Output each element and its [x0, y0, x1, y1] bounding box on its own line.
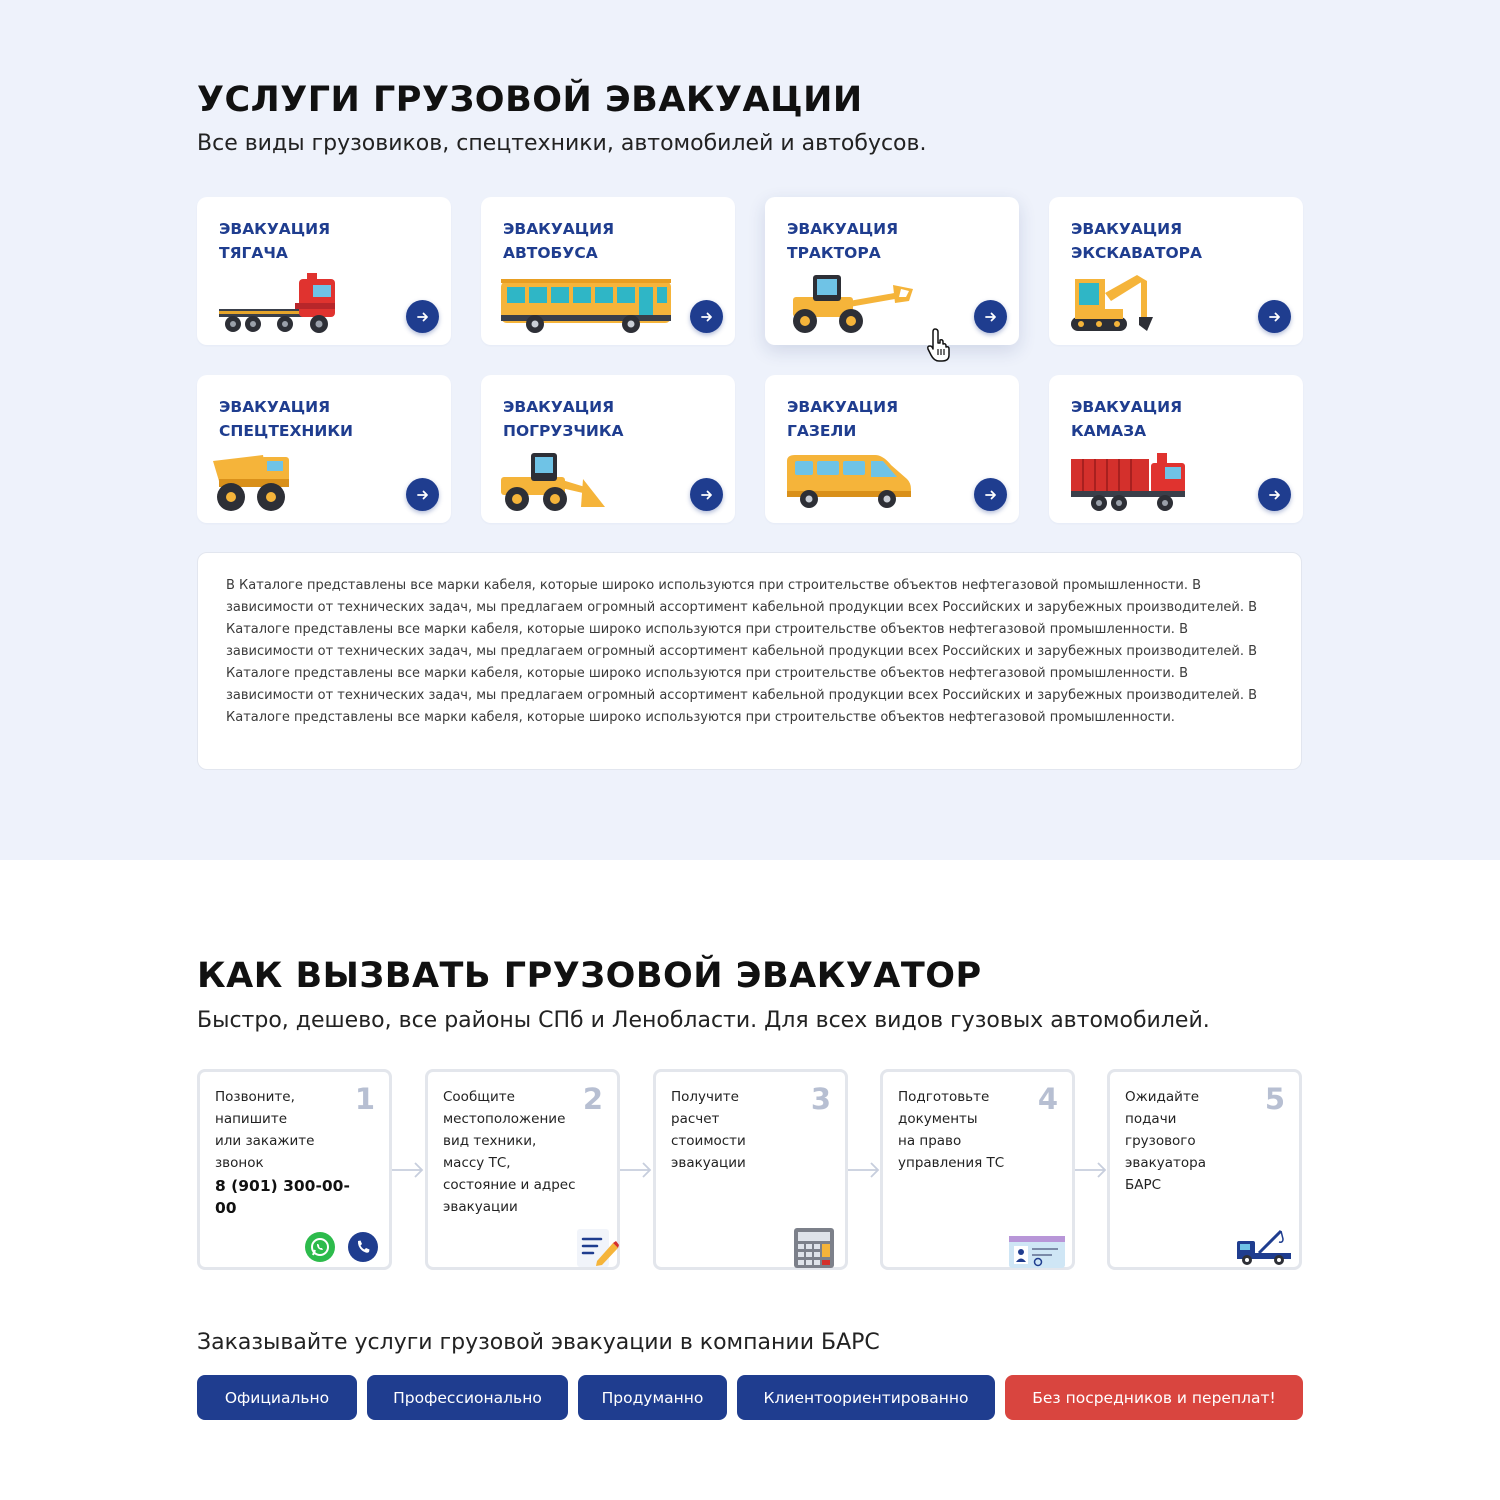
description-box	[197, 552, 1302, 770]
step-card-2: Сообщите местоположение вид техники, массу ТС, состояние и адрес эвакуации 2	[425, 1069, 620, 1270]
service-card-gazel[interactable]	[765, 375, 1019, 523]
card-title: ЭВАКУАЦИЯ АВТОБУСА	[503, 220, 615, 262]
howto-title: КАК ВЫЗВАТЬ ГРУЗОВОЙ ЭВАКУАТОР	[197, 956, 982, 996]
service-card-special[interactable]	[197, 375, 451, 523]
step-number: 4	[1037, 1082, 1058, 1116]
step-card-4: Подготовьте документы на право управления ТС 4	[880, 1069, 1075, 1270]
service-card-kamaz[interactable]	[1049, 375, 1303, 523]
card-title: ЭВАКУАЦИЯ ПОГРУЗЧИКА	[503, 398, 624, 440]
card-title: ЭВАКУАЦИЯ КАМАЗА	[1071, 398, 1183, 440]
arrow-right-icon[interactable]	[690, 300, 723, 333]
description-text: В Каталоге представлены все марки кабеля, которые широко используются при строительстве объектов нефтегазовой промышленности. В зависимости от технических задач, мы предлагаем огромный ассортимент кабельной продукции всех Российских и зарубежных производителей. В Каталоге представлены все марки кабеля, которые широко используются при строительстве объектов нефтегазовой промышленности. В зависимости от технических задач, мы предлагаем огромный ассортимент кабельной продукции всех Российских и зарубежных производителей. В Каталоге представлены все марки кабеля, которые широко используются при строительстве объектов нефтегазовой промышленности. В зависимости от технических задач, мы предлагаем огромный ассортимент кабельной продукции всех Российских и зарубежных производителей. В Каталоге представлены все марки кабеля, которые широко используются при строительстве объектов нефтегазовой промышленности.	[226, 578, 1258, 725]
tractor-icon	[783, 275, 918, 337]
order-title: Заказывайте услуги грузовой эвакуации в компании БАРС	[197, 1330, 880, 1355]
arrow-right-icon[interactable]	[1258, 300, 1291, 333]
phone-number[interactable]: 8 (901) 300-00-00	[215, 1177, 350, 1217]
tow-truck-icon	[1235, 1227, 1293, 1267]
whatsapp-icon[interactable]	[305, 1232, 335, 1262]
arrow-right-icon[interactable]	[974, 478, 1007, 511]
step-arrow-icon	[848, 1160, 880, 1180]
card-title: ЭВАКУАЦИЯ ТЯГАЧА	[219, 220, 331, 262]
kamaz-icon	[1069, 453, 1189, 515]
card-title: ЭВАКУАЦИЯ ТРАКТОРА	[787, 220, 899, 262]
step-card-3: Получите расчет стоимости эвакуации 3	[653, 1069, 848, 1270]
step-arrow-icon	[392, 1160, 424, 1180]
step-number: 1	[354, 1082, 375, 1116]
arrow-right-icon[interactable]	[690, 478, 723, 511]
step-card-1: Позвоните, напишите или закажите звонок 8 (901) 300-00-00 1	[197, 1069, 392, 1270]
tag-thoughtful[interactable]: Продуманно	[578, 1375, 727, 1420]
service-card-tyagach[interactable]	[197, 197, 451, 345]
tag-client-oriented[interactable]: Клиентоориентированно	[737, 1375, 995, 1420]
service-card-loader[interactable]	[481, 375, 735, 523]
arrow-right-icon[interactable]	[1258, 478, 1291, 511]
bus-icon	[499, 275, 674, 335]
tractor-unit-icon	[215, 273, 345, 337]
step-card-5: Ожидайте подачи грузового эвакуатора БАРС 5	[1107, 1069, 1302, 1270]
card-title: ЭВАКУАЦИЯ ГАЗЕЛИ	[787, 398, 899, 440]
tag-official[interactable]: Официально	[197, 1375, 357, 1420]
card-title: ЭВАКУАЦИЯ ЭКСКАВАТОРА	[1071, 220, 1203, 262]
step-number: 3	[810, 1082, 831, 1116]
step-arrow-icon	[1075, 1160, 1107, 1180]
service-card-tractor[interactable]	[765, 197, 1019, 345]
services-title: УСЛУГИ ГРУЗОВОЙ ЭВАКУАЦИИ	[197, 80, 863, 120]
phone-icon[interactable]	[348, 1232, 378, 1262]
tag-professional[interactable]: Профессионально	[367, 1375, 568, 1420]
card-title: ЭВАКУАЦИЯ СПЕЦТЕХНИКИ	[219, 398, 354, 440]
arrow-right-icon[interactable]	[406, 478, 439, 511]
loader-icon	[499, 451, 609, 515]
step-arrow-icon	[620, 1160, 652, 1180]
arrow-right-icon[interactable]	[406, 300, 439, 333]
step-number: 5	[1264, 1082, 1285, 1116]
howto-subtitle: Быстро, дешево, все районы СПб и Ленобласти. Для всех видов гузовых автомобилей.	[197, 1008, 1210, 1033]
excavator-icon	[1067, 273, 1157, 337]
step-number: 2	[582, 1082, 603, 1116]
hand-cursor-icon	[925, 327, 957, 363]
tag-no-intermediaries[interactable]: Без посредников и переплат!	[1005, 1375, 1303, 1420]
services-subtitle: Все виды грузовиков, спецтехники, автомобилей и автобусов.	[197, 131, 927, 156]
form-edit-icon	[575, 1227, 619, 1269]
van-icon	[783, 453, 913, 511]
driver-license-icon	[1008, 1235, 1066, 1269]
dump-truck-icon	[211, 447, 296, 515]
calculator-icon	[793, 1227, 835, 1269]
service-card-bus[interactable]	[481, 197, 735, 345]
service-card-excavator[interactable]	[1049, 197, 1303, 345]
arrow-right-icon[interactable]	[974, 300, 1007, 333]
